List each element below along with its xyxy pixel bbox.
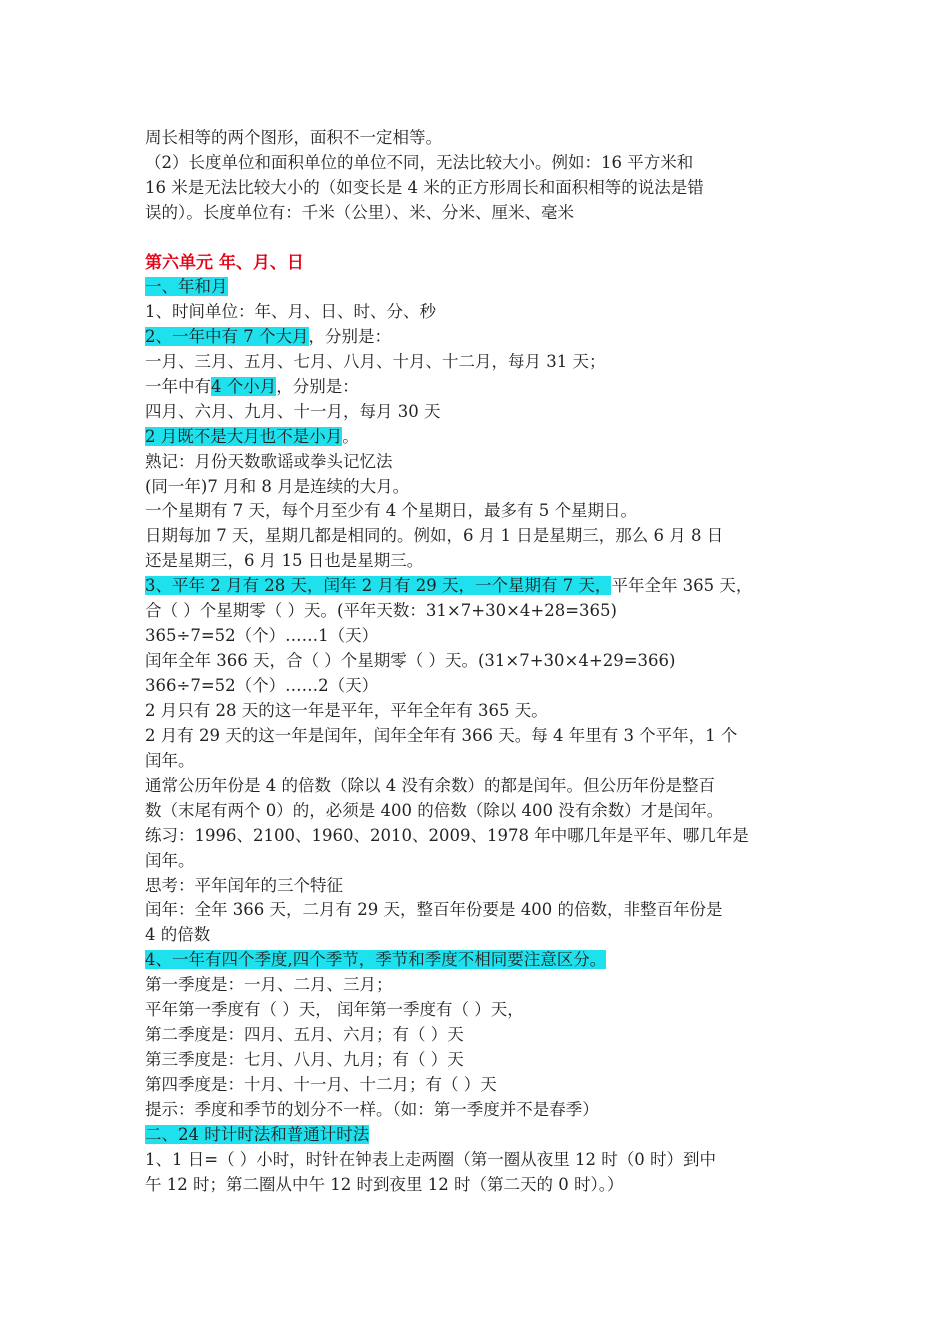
section-heading-year-month [145, 276, 228, 298]
text-fragment: ，分别是： [308, 327, 391, 346]
text-line: 365÷7=52（个）……1（天） [145, 626, 379, 645]
text-line: 4 的倍数 [145, 925, 211, 944]
text-line: 闰年。 [145, 851, 195, 870]
text-line: 合（ ）个星期零（ ）天。(平年天数：31×7+30×4+28=365) [145, 601, 617, 620]
highlight: 4 个小月 [211, 377, 277, 396]
text-line: 闰年：全年 366 天，二月有 29 天，整百年份要是 400 的倍数，非整百年份是 [145, 900, 723, 919]
text-line: 四月、六月、九月、十一月，每月 30 天 [145, 402, 441, 421]
text-line: （2）长度单位和面积单位的单位不同，无法比较大小。例如：16 平方米和 [145, 153, 694, 172]
text-line: 366÷7=52（个）……2（天） [145, 676, 379, 695]
highlight: 二、24 时计时法和普通计时法 [145, 1125, 370, 1144]
text-line: 1、时间单位：年、月、日、时、分、秒 [145, 302, 436, 321]
text-line: 闰年全年 366 天，合（ ）个星期零（ ）天。(31×7+30×4+29=366) [145, 651, 676, 670]
text-line: 午 12 时；第二圈从中午 12 时到夜里 12 时（第二天的 0 时）。） [145, 1175, 624, 1194]
text-line: 第三季度是：七月、八月、九月；有（ ）天 [145, 1050, 464, 1069]
text-line: 熟记：月份天数歌谣或拳头记忆法 [145, 452, 393, 471]
text-line: 思考：平年闰年的三个特征 [145, 876, 343, 895]
highlight: 2、一年中有 7 个大月 [145, 327, 309, 346]
text-line [145, 575, 752, 597]
text-line [145, 326, 391, 348]
text-line: 2 月只有 28 天的这一年是平年，平年全年有 365 天。 [145, 701, 548, 720]
text-line: 1、1 日=（ ）小时，时针在钟表上走两圈（第一圈从夜里 12 时（0 时）到中 [145, 1150, 717, 1169]
text-line: 闰年。 [145, 751, 195, 770]
text-line: 周长相等的两个图形，面积不一定相等。 [145, 128, 442, 147]
text-fragment: 一年中有 [145, 377, 211, 396]
text-line: 日期每加 7 天，星期几都是相同的。例如，6 月 1 日是星期三，那么 6 月 8 日 [145, 526, 724, 545]
text-line: 误的）。长度单位有：千米（公里）、米、分米、厘米、毫米 [145, 203, 574, 222]
highlight: 2 月既不是大月也不是小月 [145, 427, 343, 446]
text-line [145, 376, 359, 398]
text-line: 数（末尾有两个 0）的，必须是 400 的倍数（除以 400 没有余数）才是闰年。 [145, 801, 724, 820]
text-fragment: 。 [342, 427, 359, 446]
text-line: 提示：季度和季节的划分不一样。（如：第一季度并不是春季） [145, 1100, 599, 1119]
text-line: 16 米是无法比较大小的（如变长是 4 米的正方形周长和面积相等的说法是错 [145, 178, 704, 197]
section-heading-24h [145, 1124, 369, 1146]
text-line: 一月、三月、五月、七月、八月、十月、十二月，每月 31 天； [145, 352, 606, 371]
text-line: 平年第一季度有（ ）天， 闰年第一季度有（ ）天， [145, 1000, 524, 1019]
text-line [145, 949, 606, 971]
text-line: 2 月有 29 天的这一年是闰年，闰年全年有 366 天。每 4 年里有 3 个平年，1 个 [145, 726, 738, 745]
text-line: 第二季度是：四月、五月、六月；有（ ）天 [145, 1025, 464, 1044]
text-line: 一个星期有 7 天，每个月至少有 4 个星期日，最多有 5 个星期日。 [145, 501, 637, 520]
text-line: 通常公历年份是 4 的倍数（除以 4 没有余数）的都是闰年。但公历年份是整百 [145, 776, 715, 795]
unit-heading: 第六单元 年、月、日 [145, 253, 304, 273]
highlight: 3、平年 2 月有 28 天，闰年 2 月有 29 天，一个星期有 7 天， [145, 576, 612, 595]
text-line: 练习：1996、2100、1960、2010、2009、1978 年中哪几年是平年、哪几年是 [145, 826, 749, 845]
text-fragment: 平年全年 365 天， [611, 576, 753, 595]
text-line: 还是星期三，6 月 15 日也是星期三。 [145, 551, 424, 570]
text-line: 第一季度是：一月、二月、三月； [145, 975, 393, 994]
highlight: 一、年和月 [145, 277, 228, 296]
text-line: (同一年)7 月和 8 月是连续的大月。 [145, 477, 410, 496]
highlight: 4、一年有四个季度,四个季节，季节和季度不相同要注意区分。 [145, 950, 607, 969]
text-line: 第四季度是：十月、十一月、十二月；有（ ）天 [145, 1075, 497, 1094]
text-line [145, 426, 359, 448]
text-fragment: ，分别是： [276, 377, 359, 396]
